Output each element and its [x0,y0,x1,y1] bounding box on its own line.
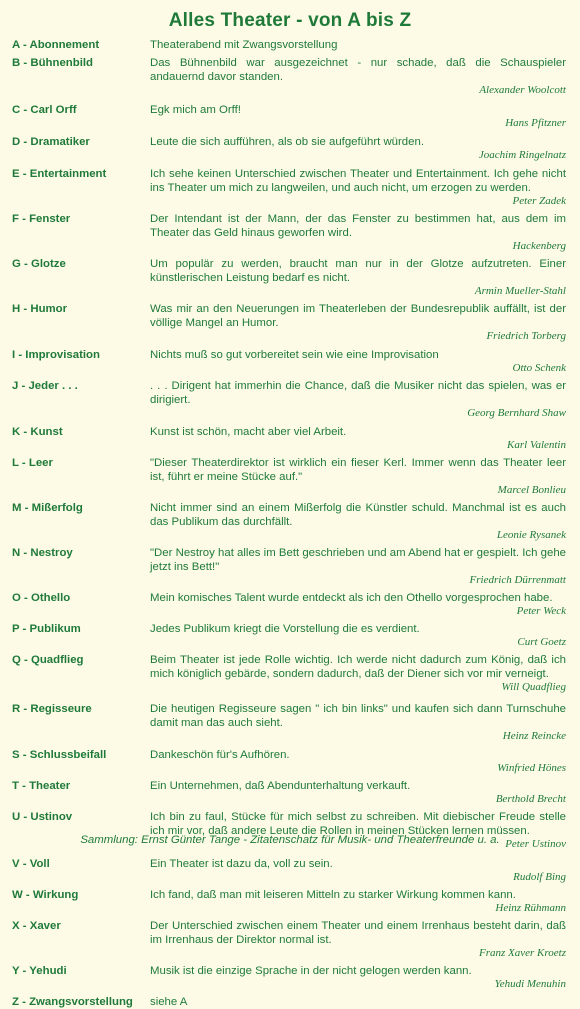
list-item [10,888,570,915]
entry-term: Y - Yehudi [12,965,67,977]
entry-term: M - Mißerfolg [12,502,83,514]
list-item [10,546,570,587]
entry-body [150,212,570,253]
entry-body [150,857,570,884]
quote-text: Die heutigen Regisseure sagen " ich bin links" und kaufen sich dann Turnschuhe damit man das auch sieht. [150,703,566,729]
quote-list [10,38,570,1009]
quote-author: Yehudi Menuhin [494,978,566,990]
entry-term: N - Nestroy [12,547,73,559]
entry-term: D - Dramatiker [12,136,90,148]
quote-author: Otto Schenk [512,362,566,374]
quote-text: . . . Dirigent hat immerhin die Chance, daß die Musiker nicht das spielen, was er dirigiert. [150,380,566,406]
quote-author: Friedrich Dürrenmatt [469,574,566,586]
entry-body [150,779,570,806]
entry-term: G - Glotze [12,258,66,270]
quote-text: Der Intendant ist der Mann, der das Fenster zu bestimmen hat, aus dem im Theater das Geld hinaus geworfen wird. [150,213,566,239]
quote-author: Hackenberg [512,240,566,252]
quote-text: Dankeschön für's Aufhören. [150,749,290,761]
quote-author: Rudolf Bing [513,871,566,883]
entry-term: U - Ustinov [12,811,73,823]
list-item [10,135,570,162]
quote-text: "Der Nestroy hat alles im Bett geschrieben und am Abend hat er gespielt. Ich gehe jetzt ins Bett!" [150,547,566,573]
quote-author: Joachim Ringelnatz [478,149,566,161]
entry-body [150,257,570,298]
entry-term: C - Carl Orff [12,104,77,116]
list-item [10,103,570,130]
quote-text: Was mir an den Neuerungen im Theaterleben der Bundesrepublik auffällt, ist der völlige Mangel an Humor. [150,303,566,329]
entry-term: B - Bühnenbild [12,57,93,69]
quote-author: Will Quadflieg [501,681,566,693]
entry-term: O - Othello [12,592,71,604]
list-item [10,348,570,375]
entry-body [150,964,570,991]
list-item [10,302,570,343]
entry-term: A - Abonnement [12,39,100,51]
entry-term: X - Xaver [12,920,61,932]
list-item [10,622,570,649]
entry-body [150,919,570,960]
quote-text: Mein komisches Talent wurde entdeckt als ich den Othello vorgesprochen habe. [150,592,553,604]
quote-text: Ich bin zu faul, Stücke für mich selbst zu schreiben. Mit diebischer Freude stelle ich mir vor, daß andere Leute die Rollen in meinen Stücken lernen müssen. [150,811,566,837]
quote-text: Der Unterschied zwischen einem Theater und einem Irrenhaus besteht darin, daß im Irrenhaus der Direktor normal ist. [150,920,566,946]
entry-body [150,167,570,208]
quote-author: Marcel Bonlieu [497,484,566,496]
entry-body [150,622,570,649]
quote-text: Ich sehe keinen Unterschied zwischen Theater und Entertainment. Ich gehe nicht ins Theater um mich zu langweilen, und auch nicht, um erzogen zu werden. [150,168,566,194]
entry-term: L - Leer [12,457,53,469]
quote-text: Das Bühnenbild war ausgezeichnet - nur schade, daß die Schauspieler andauernd davor standen. [150,57,566,83]
list-item [10,995,570,1009]
entry-term: Z - Zwangsvorstellung [12,996,133,1008]
quote-text: Um populär zu werden, braucht man nur in der Glotze aufzutreten. Einer künstlerischen Leistung bedarf es nicht. [150,258,566,284]
quote-author: Peter Ustinov [505,838,566,850]
quote-text: Kunst ist schön, macht aber viel Arbeit. [150,426,347,438]
quote-author: Berthold Brecht [495,793,566,805]
entry-term: P - Publikum [12,623,81,635]
entry-body [150,103,570,130]
list-item [10,779,570,806]
quote-author: Armin Mueller-Stahl [474,285,566,297]
quote-text: Ich fand, daß man mit leiseren Mitteln zu starker Wirkung kommen kann. [150,889,516,901]
quote-text: Beim Theater ist jede Rolle wichtig. Ich werde nicht dadurch zum König, daß ich mich königlich gebärde, sondern dadurch, daß der Diener sich vor mir verneigt. [150,654,566,680]
quote-author: Alexander Woolcott [479,84,566,96]
list-item [10,257,570,298]
list-item [10,212,570,253]
quote-author: Karl Valentin [507,439,566,451]
list-item [10,425,570,452]
quote-text: Jedes Publikum kriegt die Vorstellung die es verdient. [150,623,420,635]
list-item [10,591,570,618]
list-item [10,167,570,208]
quote-author: Curt Goetz [517,636,566,648]
entry-term: Q - Quadflieg [12,654,84,666]
entry-body [150,591,570,618]
quote-author: Winfried Hönes [497,762,566,774]
quote-text: Theaterabend mit Zwangsvorstellung [150,39,338,51]
list-item [10,857,570,884]
entry-body [150,546,570,587]
entry-body [150,456,570,497]
quote-author: Franz Xaver Kroetz [479,947,566,959]
quote-text: Leute die sich aufführen, als ob sie aufgeführt würden. [150,136,424,148]
entry-body [150,379,570,420]
list-item [10,702,570,743]
entry-term: J - Jeder . . . [12,380,78,392]
source-footer: Sammlung: Ernst Günter Tange - Zitatenschatz für Musik- und Theaterfreunde u. a. [80,834,500,846]
quote-text: Ein Theater ist dazu da, voll zu sein. [150,858,333,870]
quote-text: Musik ist die einzige Sprache in der nicht gelogen werden kann. [150,965,472,977]
entry-body [150,888,570,915]
entry-body [150,425,570,452]
entry-body [150,501,570,542]
entry-body [150,995,570,1009]
entry-term: S - Schlussbeifall [12,749,107,761]
list-item [10,56,570,97]
list-item [10,653,570,694]
quote-text: "Dieser Theaterdirektor ist wirklich ein fieser Kerl. Immer wenn das Theater leer ist, führt er meine Stücke auf." [150,457,566,483]
list-item [10,379,570,420]
page-title: Alles Theater - von A bis Z [168,10,412,31]
entry-term: I - Improvisation [12,349,100,361]
quote-text: siehe A [150,996,188,1008]
entry-term: V - Voll [12,858,50,870]
entry-body [150,748,570,775]
entry-body [150,653,570,694]
quote-text: Nichts muß so gut vorbereitet sein wie eine Improvisation [150,349,439,361]
entry-body [150,135,570,162]
entry-body [150,302,570,343]
quote-author: Peter Zadek [512,195,566,207]
quote-author: Georg Bernhard Shaw [467,407,566,419]
list-item [10,748,570,775]
entry-term: E - Entertainment [12,168,107,180]
list-item [10,919,570,960]
quote-text: Ein Unternehmen, daß Abendunterhaltung verkauft. [150,780,411,792]
entry-term: H - Humor [12,303,68,315]
entry-term: T - Theater [12,780,71,792]
entry-body [150,56,570,97]
quote-text: Egk mich am Orff! [150,104,241,116]
quote-author: Hans Pfitzner [505,117,566,129]
entry-term: F - Fenster [12,213,71,225]
entry-term: R - Regisseure [12,703,92,715]
entry-term: K - Kunst [12,426,63,438]
list-item [10,38,570,52]
list-item [10,456,570,497]
list-item [10,501,570,542]
quote-author: Heinz Rühmann [495,902,566,914]
quote-text: Nicht immer sind an einem Mißerfolg die Künstler schuld. Manchmal ist es auch das Publikum das durchfällt. [150,502,566,528]
entry-body [150,348,570,375]
entry-body [150,702,570,743]
quote-author: Heinz Reincke [502,730,566,742]
quote-author: Friedrich Torberg [486,330,566,342]
list-item [10,964,570,991]
entry-body [150,38,570,52]
quote-author: Peter Weck [516,605,566,617]
entry-term: W - Wirkung [12,889,79,901]
quote-author: Leonie Rysanek [496,529,566,541]
